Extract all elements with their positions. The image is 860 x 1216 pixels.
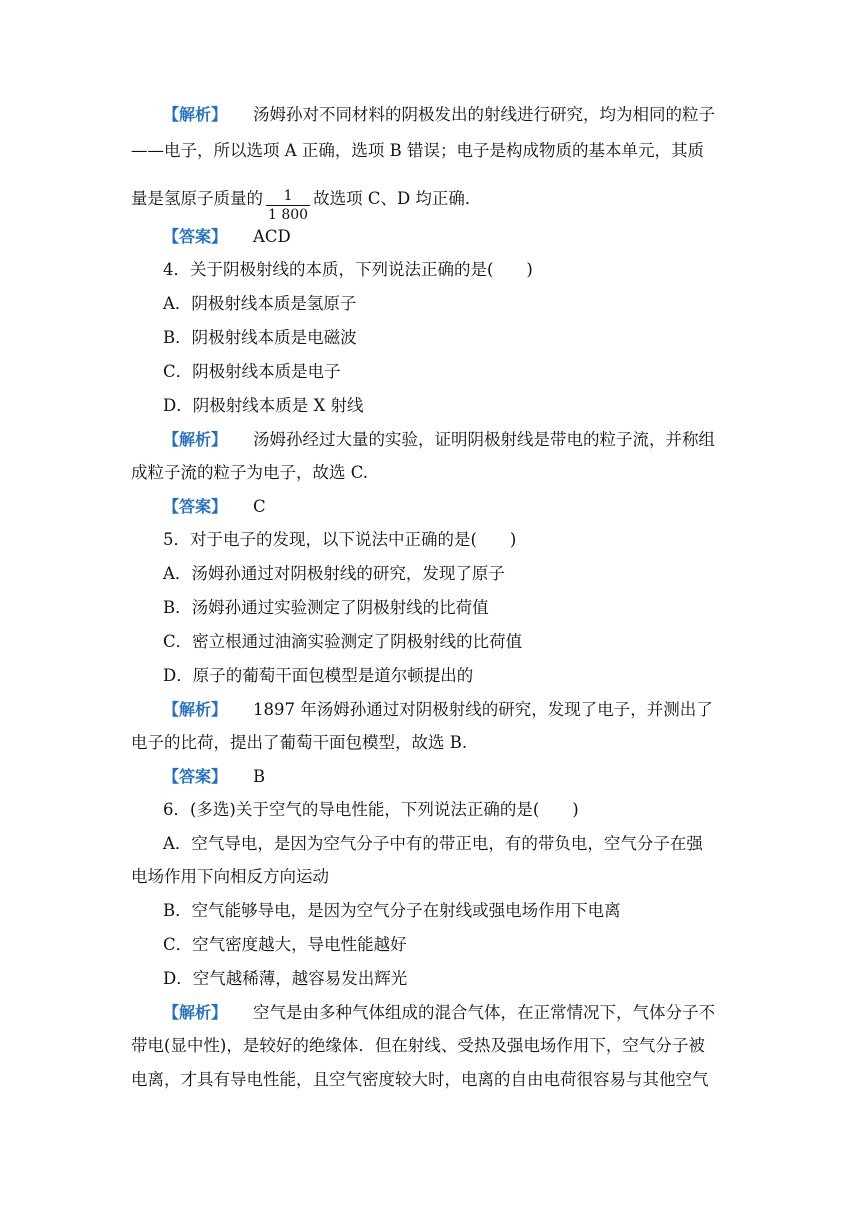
q6-analysis-line1: [163, 1002, 715, 1024]
q4-analysis-line2: 成粒子流的粒子为电子，故选 C.: [131, 463, 369, 482]
q6-analysis-text: 空气是由多种气体组成的混合气体，在正常情况下，气体分子不: [253, 1003, 716, 1022]
q4-answer: [163, 496, 266, 518]
q5-option-a: A．汤姆孙通过对阴极射线的研究，发现了原子: [163, 564, 505, 583]
q6-option-a-line2: 电场作用下向相反方向运动: [131, 867, 329, 886]
q3-analysis-line3: [131, 181, 482, 223]
q3-answer: [163, 226, 291, 248]
q4-analysis-text: 汤姆孙经过大量的实验，证明阴极射线是带电的粒子流，并称组: [253, 430, 716, 449]
q6-option-b: B．空气能够导电，是因为空气分子在射线或强电场作用下电离: [163, 901, 621, 920]
q6-analysis-line2: 带电(显中性)，是较好的绝缘体．但在射线、受热及强电场作用下，空气分子被: [131, 1036, 705, 1055]
q6-analysis-line3: 电离，才具有导电性能，且空气密度较大时，电离的自由电荷很容易与其他空气: [131, 1070, 709, 1089]
q5-option-b: B．汤姆孙通过实验测定了阴极射线的比荷值: [163, 598, 489, 617]
q3-analysis-text-pre: 量是氢原子质量的: [131, 189, 263, 208]
q4-option-a: A．阴极射线本质是氢原子: [163, 294, 357, 313]
fraction-denominator: 1 800: [268, 207, 309, 223]
q5-answer: [163, 766, 265, 788]
analysis-tag: 【解析】: [163, 105, 228, 124]
q5-analysis-line1: [163, 699, 713, 721]
fraction: [266, 187, 310, 224]
answer-value: ACD: [253, 227, 291, 246]
analysis-tag: 【解析】: [163, 430, 228, 449]
q4-analysis-line1: [163, 429, 715, 451]
answer-value: B: [253, 767, 266, 786]
q3-analysis-line2: ——电子，所以选项 A 正确，选项 B 错误；电子是构成物质的基本单元，其质: [131, 141, 705, 160]
analysis-tag: 【解析】: [163, 700, 228, 719]
q4-stem: 4．关于阴极射线的本质，下列说法正确的是( ): [163, 260, 533, 279]
q6-option-a-line1: A．空气导电，是因为空气分子中有的带正电，有的带负电，空气分子在强: [163, 834, 703, 853]
q4-option-d: D．阴极射线本质是 X 射线: [163, 396, 364, 415]
q4-option-c: C．阴极射线本质是电子: [163, 362, 341, 381]
answer-tag: 【答案】: [163, 227, 228, 246]
analysis-tag: 【解析】: [163, 1003, 228, 1022]
q6-option-d: D．空气越稀薄，越容易发出辉光: [163, 969, 408, 988]
q5-option-c: C．密立根通过油滴实验测定了阴极射线的比荷值: [163, 632, 523, 651]
answer-value: C: [253, 497, 266, 516]
q5-option-d: D．原子的葡萄干面包模型是道尔顿提出的: [163, 666, 474, 685]
q6-stem: 6．(多选)关于空气的导电性能，下列说法正确的是( ): [163, 800, 579, 819]
q5-analysis-text: 1897 年汤姆孙通过对阴极射线的研究，发现了电子，并测出了: [253, 700, 713, 719]
q6-option-c: C．空气密度越大，导电性能越好: [163, 935, 407, 954]
q4-option-b: B．阴极射线本质是电磁波: [163, 328, 357, 347]
q5-stem: 5．对于电子的发现，以下说法中正确的是( ): [163, 530, 517, 549]
fraction-numerator: 1: [266, 187, 310, 206]
q3-analysis-text: 汤姆孙对不同材料的阴极发出的射线进行研究，均为相同的粒子: [253, 105, 716, 124]
answer-tag: 【答案】: [163, 767, 228, 786]
q5-analysis-line2: 电子的比荷，提出了葡萄干面包模型，故选 B.: [131, 733, 468, 752]
q3-analysis-line1: [163, 104, 715, 126]
answer-tag: 【答案】: [163, 497, 228, 516]
q3-analysis-text-post: 故选项 C、D 均正确．: [313, 189, 482, 208]
